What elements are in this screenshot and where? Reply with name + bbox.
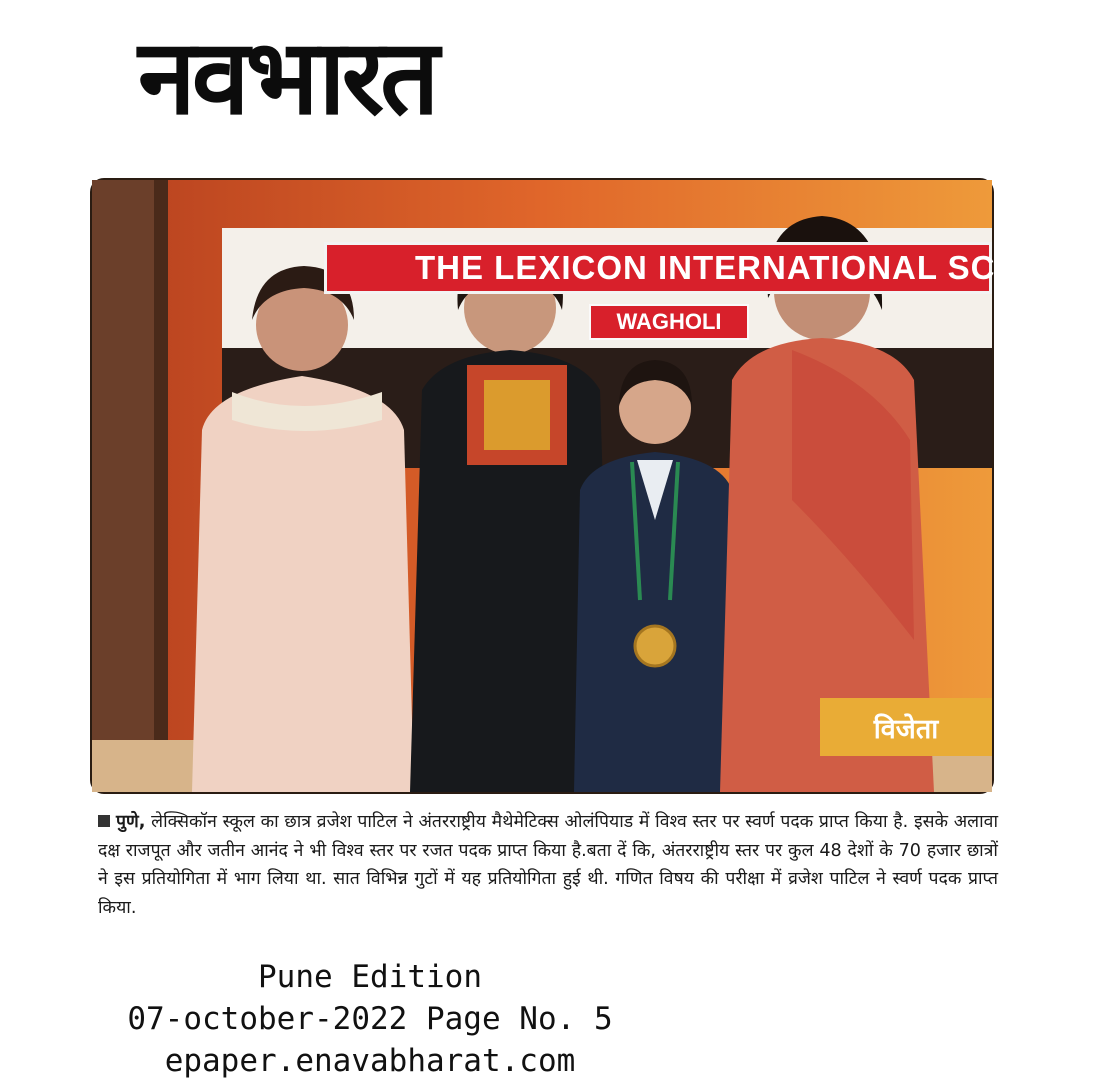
- dateline-place: पुणे,: [116, 812, 146, 832]
- school-banner-title: THE LEXICON INTERNATIONAL SCHOOL: [324, 242, 992, 294]
- news-article: [98, 808, 998, 922]
- news-photo: [90, 178, 1095, 794]
- bullet-icon: [98, 815, 110, 827]
- edition-footer: [60, 956, 680, 1082]
- article-body: लेक्सिकॉन स्कूल का छात्र व्रजेश पाटिल ने अंतरराष्ट्रीय मैथेमेटिक्स ओलंपियाड में विश्व स्तर पर स्वर्ण पदक प्राप्त किया है. इसके अलावा दक्ष राजपूत और जतीन आनंद ने भी विश्व स्तर पर रजत पदक प्राप्त किया है.बता दें कि, अंतरराष्ट्रीय स्तर पर कुल 48 देशों के 70 हजार छात्रों ने इस प्रतियोगिता में भाग लिया था. सात विभिन्न गुटों में यह प्रतियोगिता हुई थी. गणित विषय की परीक्षा में व्रजेश पाटिल ने स्वर्ण पदक प्राप्त किया.: [98, 812, 998, 918]
- school-banner-subtitle: WAGHOLI: [589, 304, 749, 340]
- epaper-website: epaper.enavabharat.com: [164, 1043, 576, 1079]
- edition-date-page: 07-october-2022 Page No. 5: [127, 1001, 613, 1037]
- photo-caption-tag: विजेता: [820, 698, 992, 756]
- edition-name: Pune Edition: [258, 959, 482, 995]
- newspaper-masthead: नवभारत: [138, 16, 436, 138]
